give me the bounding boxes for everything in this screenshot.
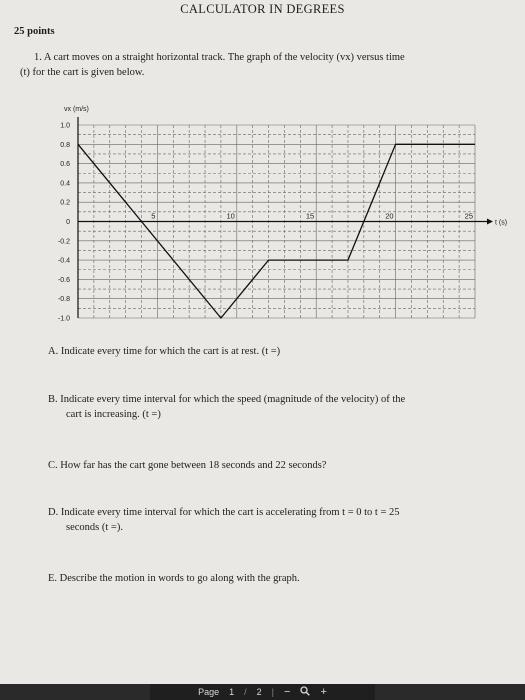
- minus-icon[interactable]: −: [284, 686, 291, 698]
- y-tick-label: -0.6: [57, 276, 70, 284]
- x-axis-label: t (s): [495, 219, 508, 227]
- question-a: A. Indicate every time for which the cart is at rest. (t =): [48, 346, 281, 357]
- question-b-line-1: B. Indicate every time interval for which the speed (magnitude of the velocity) of the: [48, 394, 406, 405]
- x-tick-label: 20: [385, 211, 394, 221]
- y-tick-label: 0: [66, 219, 70, 226]
- x-tick-label: 25: [464, 211, 473, 221]
- question-e: E. Describe the motion in words to go along with the graph.: [48, 573, 300, 584]
- pdf-viewer-toolbar: [150, 684, 375, 700]
- y-tick-label: -0.4: [57, 257, 70, 265]
- y-tick-label: -0.2: [57, 238, 70, 246]
- current-page-number[interactable]: 1: [229, 687, 235, 697]
- velocity-time-graph: [0, 0, 525, 340]
- y-axis-label: vx (m/s): [64, 106, 89, 113]
- question-b: [48, 392, 506, 422]
- x-axis-arrowhead: [487, 219, 493, 225]
- magnifier-icon[interactable]: [300, 686, 310, 699]
- x-tick-label: 10: [226, 211, 235, 221]
- question-d: [48, 505, 506, 535]
- y-tick-label: 1.0: [60, 122, 70, 130]
- question-d-line-2: seconds (t =).: [66, 522, 123, 533]
- toolbar-divider: |: [271, 687, 275, 697]
- y-tick-label: 0.6: [60, 161, 70, 169]
- page-separator: /: [244, 687, 247, 697]
- points-label: 25 points: [14, 26, 55, 37]
- y-tick-label: 0.8: [60, 141, 70, 149]
- y-tick-label: 0.4: [60, 180, 70, 188]
- y-tick-label: 0.2: [60, 199, 70, 207]
- y-tick-label: -1.0: [57, 315, 70, 323]
- page-title: CALCULATOR IN DEGREES: [180, 2, 345, 16]
- total-pages: 2: [256, 687, 262, 697]
- question-d-line-1: D. Indicate every time interval for which the cart is accelerating from t = 0 to t = 25: [48, 507, 400, 518]
- problem-intro-line-2: (t) for the cart is given below.: [20, 67, 145, 78]
- x-tick-label: 5: [151, 211, 156, 221]
- x-tick-label: 15: [305, 211, 315, 221]
- page-label: Page: [198, 687, 220, 697]
- problem-intro-line-1: 1. A cart moves on a straight horizontal track. The graph of the velocity (vx) versus time: [34, 52, 405, 63]
- question-c: C. How far has the cart gone between 18 seconds and 22 seconds?: [48, 460, 327, 471]
- question-b-line-2: cart is increasing. (t =): [66, 409, 161, 420]
- plus-icon[interactable]: +: [320, 686, 327, 698]
- y-tick-label: -0.8: [57, 296, 70, 304]
